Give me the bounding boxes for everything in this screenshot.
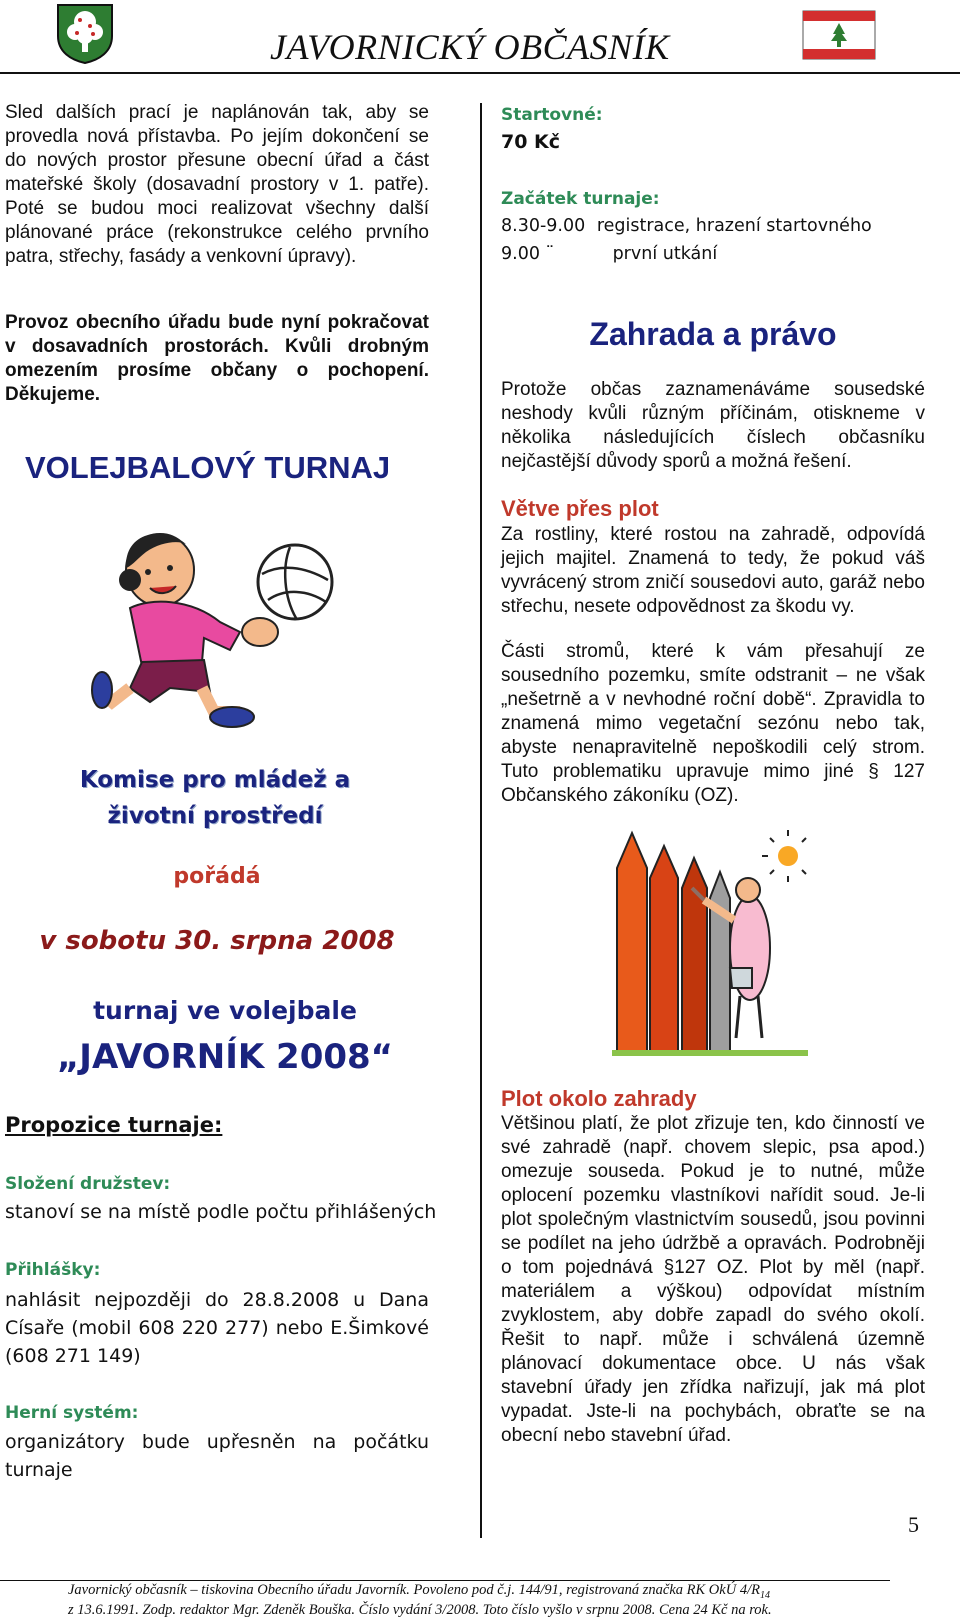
- newspaper-title: JAVORNICKÝ OBČASNÍK: [270, 27, 670, 67]
- tournament-line: turnaj ve volejbale: [93, 996, 357, 1025]
- header-rule: [0, 72, 960, 74]
- tournament-name: „JAVORNÍK 2008“: [56, 1037, 394, 1077]
- coat-of-arms-icon: [55, 2, 115, 64]
- fee-label: Startovné:: [501, 105, 603, 125]
- schedule-1-time: 8.30-9.00: [501, 216, 586, 236]
- team-composition-label: Složení družstev:: [5, 1174, 171, 1194]
- office-notice: Provoz obecního úřadu bude nyní pokračovat v dosavadních prostorách. Kvůli drobným omezením prosíme občany o pochopení. Děkujeme.: [5, 312, 429, 405]
- volleyball-title: VOLEJBALOVÝ TURNAJ: [25, 450, 391, 485]
- tournament-date: v sobotu 30. srpna 2008: [39, 926, 395, 956]
- signup-text: nahlásit nejpozději do 28.8.2008 u Dana Císaře (mobil 608 220 277) nebo E.Šimkové (608 271 149): [5, 1289, 429, 1367]
- propositions-heading: Propozice turnaje:: [5, 1113, 223, 1137]
- branches-heading: Větve přes plot: [501, 496, 659, 521]
- branches-paragraph-1: Za rostliny, které rostou na zahradě, odpovídá jejich majitel. Znamená to tedy, že pokud váš vyvrácený strom zničí sousedovi auto, garáž nebo střechu, nesete odpovědnost za škodu vy.: [501, 524, 925, 617]
- footer-line-2: z 13.6.1991. Zodp. redaktor Mgr. Zdeněk Bouška. Číslo vydání 3/2008. Toto číslo vyšlo v srpnu 2008. Cena 24 Kč na rok.: [68, 1602, 772, 1618]
- volleyball-girl-illustration: [90, 512, 350, 737]
- fence-painting-illustration: [612, 828, 808, 1058]
- column-divider: [480, 103, 482, 1538]
- footer-line-1-subscript: 14: [759, 1589, 770, 1601]
- signup-label: Přihlášky:: [5, 1260, 101, 1280]
- garden-intro: Protože občas zaznamenáváme sousedské neshody kvůli různým příčinám, otiskneme v několika následujících číslech občasníku nejčastější důvody sporů a možná řešení.: [501, 379, 925, 472]
- header: [0, 0, 960, 74]
- schedule-row-2: [501, 244, 931, 264]
- team-composition-text: stanoví se na místě podle počtu přihlášených: [5, 1201, 437, 1223]
- start-label: Začátek turnaje:: [501, 189, 660, 209]
- schedule-2-text: první utkání: [612, 244, 718, 264]
- fee-value: 70 Kč: [501, 131, 561, 153]
- schedule-2-time: 9.00 ¨: [501, 244, 555, 264]
- fence-paragraph: Většinou platí, že plot zřizuje ten, kdo činností ve své zahradě (např. chovem slepic, psa apod.) omezuje souseda. Pokud je to nutné, může oplocení pozemku vlastníkovi nařídit soud. Je-li plot společným vlastnictvím sousedů, jsou povinni se podílet na jeho údržbě a opravách. Podrobněji o tom pojednává §127 OZ. Plot by měl (např. materiálem a výškou) odpovídat místním zvyklostem, aby dobře zapadl do svého okolí. Řešit to např. může i schválená územně plánovací dokumentace obce. U nás však stavební úřady jen zřídka nařizují, jak má plot vypadat. Jste-li na pochybách, obraťte se na obecní nebo stavební úřad.: [501, 1113, 925, 1446]
- branches-paragraph-2: Části stromů, které k vám přesahují ze sousedního pozemku, smíte odstranit – ne však „nešetrně a v nevhodné roční době“. Zpravidla to znamená mimo vegetační sezónu nebo tak, abyste nenapravitelně nepoškodili celý strom. Tuto problematiku upravuje mimo jiné § 127 Občanského zákoníku (OZ).: [501, 641, 925, 806]
- game-system-label: Herní systém:: [5, 1403, 139, 1423]
- committee-name: Komise pro mládež a životní prostředí: [79, 767, 351, 829]
- footer-line-1-text: Javornický občasník – tiskovina Obecního úřadu Javorník. Povoleno pod č.j. 144/91, registrovaná značka RK OkÚ 4/R: [68, 1582, 760, 1598]
- fence-heading: Plot okolo zahrady: [501, 1086, 697, 1111]
- schedule-row-1: [501, 216, 931, 236]
- village-flag-icon: [802, 10, 876, 60]
- intro-paragraph: Sled dalších prací je naplánován tak, aby se provedla nová přístavba. Po jejím dokončení se do nových prostor přesune obecní úřad a část mateřské školy (dosavadní prostory v 1. patře). Poté se budou moci realizovat všechny další plánované práce (rekonstrukce celého prvního patra, střechy, fasády a venkovní úpravy).: [5, 102, 429, 267]
- page-number: 5: [908, 1512, 919, 1537]
- organizes-label: pořádá: [173, 864, 261, 889]
- game-system-text: organizátory bude upřesněn na počátku turnaje: [5, 1431, 429, 1481]
- schedule-1-text: registrace, hrazení startovného: [596, 216, 872, 236]
- garden-law-title: Zahrada a právo: [589, 316, 837, 352]
